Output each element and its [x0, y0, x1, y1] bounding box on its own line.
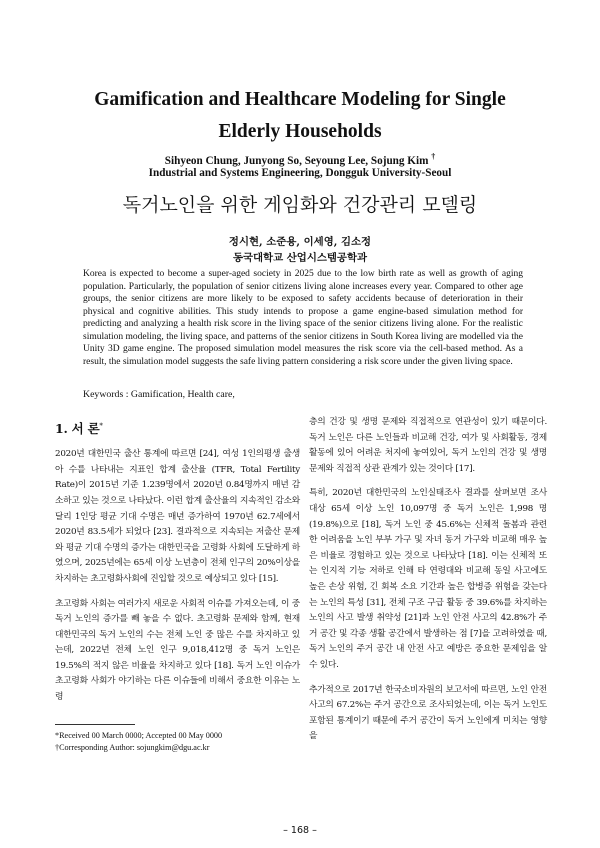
paragraph: 초고령화 사회는 여러가지 새로운 사회적 이슈를 가져오는데, 이 중 독거 노인의 증가를 빼 놓을 수 없다. 초고령화 문제와 함께, 현재 대한민국의 독거 노인의 수는 전체 노인 중 많은 수를 차지하고 있는데, 2022년 전체 노인 인구 9,018,412명 중 독거 노인은 19.5%의 적지 않은 비율을 차지하고 있다 [18]. 독거 노인 이슈가 초고령화 사회가 야기하는 다른 이슈들에 비해서 중요한 이유는 노령: [55, 598, 300, 703]
page-number: – 168 –: [283, 825, 317, 836]
paragraph: 층의 건강 및 생명 문제와 직접적으로 연관성이 있기 때문이다. 독거 노인은 다른 노인들과 비교해 건강, 여가 및 사회활동, 경제 활동에 있어 어려운 처지에 놓여있어, 독거 노인의 건강 및 생명 문제와 직접적 상관 관계가 있는 것이다 [17].: [309, 417, 547, 474]
right-column: [309, 415, 547, 754]
footnote-received: *Received 00 March 0000; Accepted 00 May 0000: [55, 731, 223, 740]
title-en-line1: Gamification and Healthcare Modeling for Single: [94, 89, 506, 110]
affiliation-en: Industrial and Systems Engineering, Dongguk University-Seoul: [148, 167, 452, 179]
authors-en-names: Sihyeon Chung, Junyong So, Seyoung Lee, Sojung Kim: [164, 155, 429, 167]
authors-ko: 정시현, 소준용, 이세영, 김소정: [228, 236, 372, 248]
footnote-rule: [55, 724, 135, 725]
left-column: [55, 416, 300, 715]
paragraph: 2020년 대한민국 출산 통계에 따르면 [24], 여성 1인의평생 출생아 수를 나타내는 지표인 합계 출산율 (TFR, Total Fertility Rate)이 2015년 기준 1.239명에서 2020년 0.84명까지 매년 감소하고 있는 것으로 나타났다. 이런 합계 출산율의 지속적인 감소와 달리 1인당 평균 기대 수명은 매년 증가하여 1970년 62.7세에서 2020년 83.5세가 되었다 [23]. 결과적으로 지속되는 저출산 문제와 평균 기대 수명의 증가는 대한민국을 고령화 사회에 도달하게 하였으며, 2025년에는 65세 이상 노년층이 전체 인구의 20%이상을 차지하는 초고령화사회에 진입할 것으로 예상되고 있다 [15].: [55, 449, 300, 584]
footnotes: [55, 730, 300, 753]
title-ko: 독거노인을 위한 게임화와 건강관리 모델링: [122, 194, 478, 216]
corresponding-mark: †: [431, 152, 436, 161]
abstract-text: Korea is expected to become a super-aged society in 2025 due to the low birth rate as well as growth of aging population. Particularly, the population of senior citizens living alone increases every year. Compared to other age groups, the senior citizens are more likely to be exposed to safety accidents because of deterioration in their physical and cognitive abilities. This study intends to propose a game engine-based simulation method for predicting and analyzing a health risk score in the living space of the senior citizens living alone. For the realistic simulation modeling, the living space, and patterns of the senior citizens in South Korea living are modelled via the Unity 3D game engine. The proposed simulation model measures the risk score via the cell-based method. As a result, the simulation model suggests the safe living pattern considering a risk score under the given living space.: [83, 269, 523, 367]
section-heading: [55, 416, 300, 439]
section-heading-mark: *: [99, 422, 103, 430]
title-en-line2: Elderly Households: [218, 121, 382, 142]
keywords: Keywords : Gamification, Health care,: [83, 389, 235, 400]
abstract: [83, 268, 523, 368]
affiliation-ko: 동국대학교 산업시스템공학과: [232, 252, 368, 264]
paragraph: 특히, 2020년 대한민국의 노인실태조사 결과를 살펴보면 조사 대상 65세 이상 노인 10,097명 중 독거 노인은 1,998 명(19.8%)으로 [18], 독거 노인 중 45.6%는 신체적 돌봄과 관련한 어려움을 노인 부부 가구 및 자녀 동거 가구와 비교해 매우 높은 비율로 경험하고 있는 것으로 나타났다 [18]. 이는 신체적 또는 인지적 기능 저하로 인해 타 연령대와 비교해 동일 사고에도 높은 손상 위험, 긴 회복 소요 기간과 높은 합병증 위험을 갖는다는 노인의 특성 [31], 전체 구조 구급 활동 중 39.6%를 차지하는 노인의 사고 발생 취약성 [21]과 노인 안전 사고의 42.8%가 주거 공간 및 각종 생활 공간에서 발생하는 점 [7]을 고려하였을 때, 독거 노인의 주거 공간 내 안전 사고 예방은 중요한 문제임을 알 수 있다.: [309, 488, 547, 670]
footnote-corresponding: †Corresponding Author: sojungkim@dgu.ac.kr: [55, 742, 210, 752]
paragraph: 추가적으로 2017년 한국소비자원의 보고서에 따르면, 노인 안전 사고의 67.2%는 주거 공간으로 조사되었는데, 이는 독거 노인도 포함된 통계이기 때문에 주거 공간이 독거 노인에게 미치는 영향을: [309, 684, 547, 742]
section-heading-text: 1. 서 론: [55, 421, 100, 437]
